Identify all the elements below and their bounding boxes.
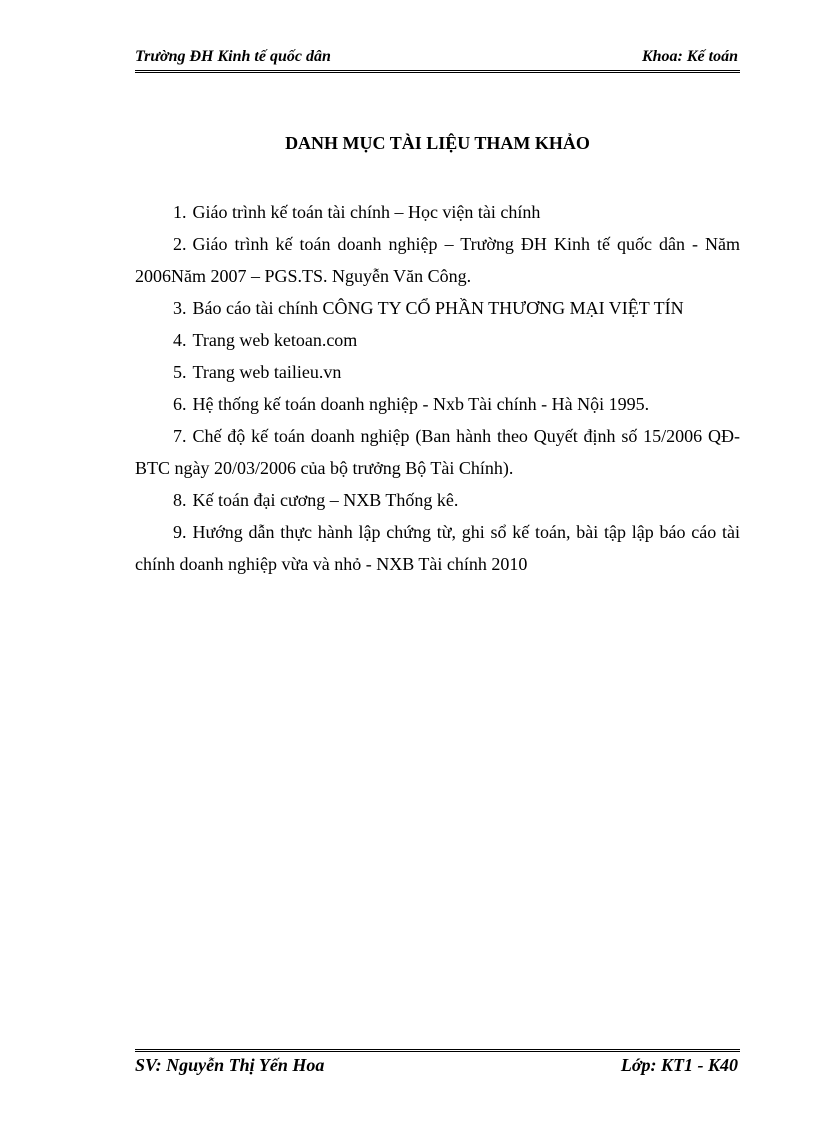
reference-item-5 [135, 356, 740, 388]
reference-list [135, 196, 740, 580]
reference-text: Kế toán đại cương – NXB Thống kê. [192, 490, 459, 510]
reference-item-2 [135, 228, 740, 292]
reference-item-7 [135, 420, 740, 484]
reference-item-3 [135, 292, 740, 324]
reference-number: 6. [173, 394, 187, 414]
reference-text: Hướng dẫn thực hành lập chứng từ, ghi sổ kế toán, bài tập lập báo cáo tài chính doanh nghiệp vừa và nhỏ - NXB Tài chính 2010 [135, 522, 740, 574]
reference-number: 1. [173, 202, 187, 222]
reference-number: 2. [173, 234, 187, 254]
footer-rule [135, 1049, 740, 1052]
reference-number: 8. [173, 490, 187, 510]
reference-text: Trang web tailieu.vn [192, 362, 342, 382]
reference-number: 3. [173, 298, 187, 318]
page-title: DANH MỤC TÀI LIỆU THAM KHẢO [285, 133, 590, 153]
reference-text: Hệ thống kế toán doanh nghiệp - Nxb Tài chính - Hà Nội 1995. [192, 394, 650, 414]
reference-number: 4. [173, 330, 187, 350]
reference-text: Trang web ketoan.com [192, 330, 358, 350]
reference-number: 5. [173, 362, 187, 382]
reference-number: 9. [173, 522, 187, 542]
reference-text: Báo cáo tài chính CÔNG TY CỔ PHẦN THƯƠNG MẠI VIỆT TÍN [192, 298, 684, 318]
page-footer [135, 1055, 740, 1079]
reference-item-9 [135, 516, 740, 580]
reference-item-4 [135, 324, 740, 356]
reference-item-1 [135, 196, 740, 228]
reference-item-6 [135, 388, 740, 420]
footer-student: SV: Nguyễn Thị Yến Hoa [135, 1055, 325, 1075]
reference-number: 7. [173, 426, 187, 446]
header-rule [135, 70, 740, 73]
header-school: Trường ĐH Kinh tế quốc dân [135, 48, 331, 65]
footer-class: Lớp: KT1 - K40 [620, 1055, 738, 1075]
reference-text: Chế độ kế toán doanh nghiệp (Ban hành theo Quyết định số 15/2006 QĐ- BTC ngày 20/03/2006 của bộ trưởng Bộ Tài Chính). [135, 426, 740, 478]
reference-text: Giáo trình kế toán tài chính – Học viện tài chính [192, 202, 541, 222]
reference-item-8 [135, 484, 740, 516]
reference-text: Giáo trình kế toán doanh nghiệp – Trường ĐH Kinh tế quốc dân - Năm 2006Năm 2007 – PGS.TS. Nguyễn Văn Công. [135, 234, 740, 286]
page-header [135, 48, 740, 70]
header-department: Khoa: Kế toán [641, 48, 738, 65]
